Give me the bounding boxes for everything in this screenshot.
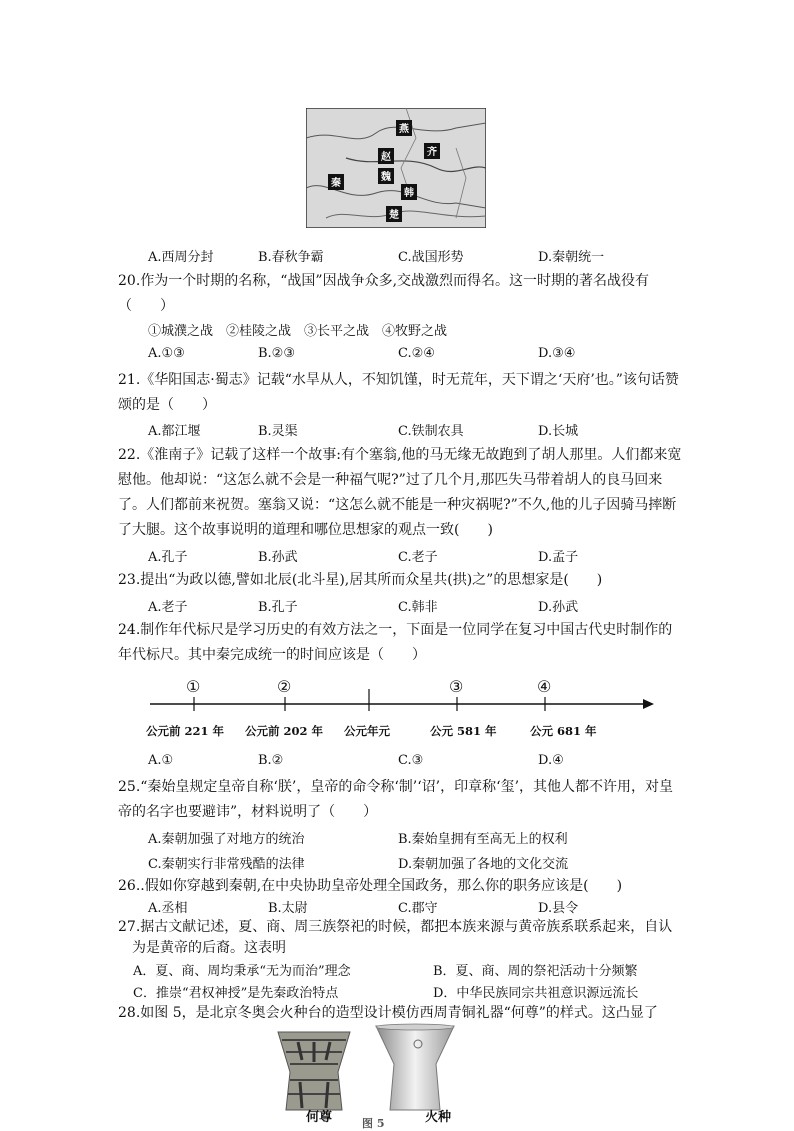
option-b: B.孙武: [258, 550, 298, 565]
timeline-ruler: [148, 675, 658, 745]
option-c: C.③: [398, 753, 424, 768]
question-22: 22.《淮南子》记载了这样一个故事:有个塞翁,他的马无缘无故跑到了胡人那里。人们都来宽慰他。他却说：“这怎么就不会是一种福气呢?”过了几个月,那匹失马带着胡人的良马回来了。人们都前来祝贺。塞翁又说：“这怎么就不能是一种灾祸呢?”不久,他的儿子因骑马摔断了大腿。这个故事说明的道理和哪位思想家的观点一致( ): [118, 447, 682, 538]
option-b: B.灵渠: [258, 424, 298, 439]
map-label: 燕: [399, 124, 409, 135]
option-d: D．中华民族同宗共祖意识源远流长: [433, 986, 639, 1001]
option-d: D.孟子: [538, 550, 579, 565]
option-a: A.①: [148, 753, 174, 768]
question-24: 24.制作年代标尺是学习历史的有效方法之一，下面是一位同学在复习中国古代史时制作的年代标尺。其中秦完成统一的时间应该是（ ）: [118, 622, 673, 663]
option-a: A．夏、商、周均秉承“无为而治”理念: [133, 964, 351, 979]
option-c: C．推崇“君权神授”是先秦政治特点: [133, 986, 339, 1001]
question-27: 27.据古文献记述，夏、商、周三族祭祀的时候，都把本族来源与黄帝族系联系起来，自认: [118, 919, 673, 935]
option-c: C.秦朝实行非常残酷的法律: [148, 857, 305, 872]
map-label: 楚: [389, 210, 399, 221]
timeline-label: 公元前 202 年: [245, 724, 324, 738]
question-23: 23.提出“为政以德,譬如北辰(北斗星),居其所而众星共(拱)之”的思想家是( ): [118, 572, 603, 588]
timeline-label: 公元前 221 年: [146, 724, 225, 738]
option-b: B.孔子: [258, 600, 298, 615]
q20-items: ①城濮之战 ②桂陵之战 ③长平之战 ④牧野之战: [148, 324, 448, 339]
option-a: A.老子: [148, 600, 188, 615]
option-d: D.③④: [538, 346, 576, 361]
map-label: 赵: [381, 152, 391, 163]
question-28: 28.如图 5，是北京冬奥会火种台的造型设计模仿西周青铜礼器“何尊”的样式。这凸显了: [118, 1005, 658, 1021]
timeline-mark-3: ③: [449, 677, 464, 696]
question-26: 26..假如你穿越到秦朝,在中央协助皇帝处理全国政务，那么你的职务应该是( ): [118, 878, 623, 894]
option-d: D.秦朝加强了各地的文化交流: [398, 857, 569, 872]
option-c: C.铁制农具: [398, 424, 464, 439]
caption-he-zun: 何尊: [306, 1110, 333, 1125]
option-c: C.郡守: [398, 901, 438, 916]
option-d: D.④: [538, 753, 564, 768]
caption-torch: 火种: [425, 1110, 452, 1125]
option-b: B.②: [258, 753, 284, 768]
map-label: 魏: [381, 172, 391, 183]
option-b: B.太尉: [268, 901, 308, 916]
timeline-label: 公元 681 年: [530, 724, 597, 738]
timeline-mark-4: ④: [537, 677, 552, 696]
question-27-cont: 为是黄帝的后裔。这表明: [132, 940, 286, 956]
option-d: D.县令: [538, 901, 579, 916]
question-20: 20.作为一个时期的名称，“战国”因战争众多,交战激烈而得名。这一时期的著名战役有（ ）: [118, 273, 650, 314]
option-d: D.秦朝统一: [538, 250, 605, 265]
warring-states-map: [306, 108, 486, 228]
timeline-mark-2: ②: [277, 677, 292, 696]
map-label: 秦: [331, 178, 341, 189]
he-zun-image: [272, 1030, 356, 1112]
option-d: D.长城: [538, 424, 579, 439]
option-c: C.韩非: [398, 600, 438, 615]
timeline-label: 公元 581 年: [430, 724, 497, 738]
map-label: 齐: [427, 147, 437, 158]
option-c: C.②④: [398, 346, 435, 361]
option-a: A.孔子: [148, 550, 188, 565]
option-a: A.丞相: [148, 901, 188, 916]
timeline-mark-1: ①: [186, 677, 201, 696]
option-a: A.都江堰: [148, 424, 201, 439]
option-a: A.西周分封: [148, 250, 214, 265]
torch-stand-image: [374, 1022, 456, 1112]
timeline-label: 公元年元: [344, 724, 390, 738]
option-c: C.老子: [398, 550, 438, 565]
option-b: B.春秋争霸: [258, 250, 324, 265]
option-a: A.①③: [148, 346, 185, 361]
option-b: B．夏、商、周的祭祀活动十分频繁: [433, 964, 638, 979]
map-label: 韩: [404, 188, 414, 199]
option-c: C.战国形势: [398, 250, 464, 265]
option-d: D.孙武: [538, 600, 579, 615]
option-b: B.秦始皇拥有至高无上的权利: [398, 832, 568, 847]
question-25: 25.“秦始皇规定皇帝自称‘朕’，皇帝的命令称‘制’‘诏’，印章称‘玺’，其他人都不许用，对皇帝的名字也要避讳”，材料说明了（ ）: [118, 779, 674, 820]
option-a: A.秦朝加强了对地方的统治: [148, 832, 305, 847]
option-b: B.②③: [258, 346, 295, 361]
figure-label: 图 5: [362, 1117, 385, 1130]
question-21: 21.《华阳国志·蜀志》记载“水旱从人，不知饥馑，时无荒年，天下谓之‘天府’也。”该句话赞颂的是（ ）: [118, 372, 679, 413]
